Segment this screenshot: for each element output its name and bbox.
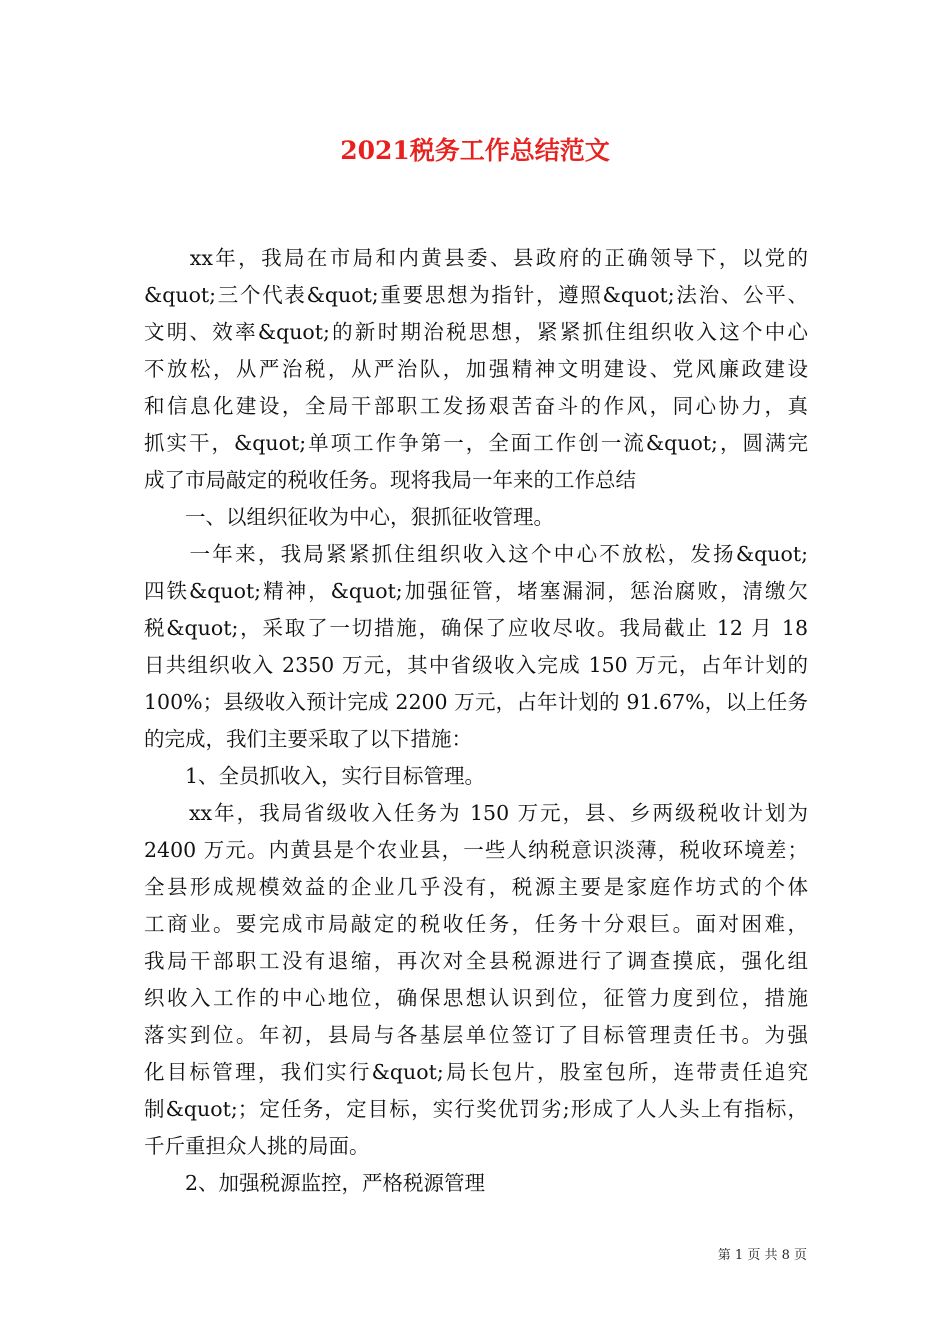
body-line: 织收入工作的中心地位，确保思想认识到位，征管力度到位，措施 (144, 986, 808, 1010)
body-line: 税&quot;，采取了一切措施，确保了应收尽收。我局截止 12 月 18 (144, 616, 808, 640)
body-line: 的完成，我们主要采取了以下措施： (144, 727, 472, 751)
body-line: 1、全员抓收入，实行目标管理。 (144, 764, 486, 788)
body-line: xx年，我局省级收入任务为 150 万元，县、乡两级税收计划为 (144, 801, 808, 825)
document-title: 2021税务工作总结范文 (340, 136, 610, 165)
body-line: 千斤重担众人挑的局面。 (144, 1134, 370, 1158)
body-line: 一年来，我局紧紧抓住组织收入这个中心不放松，发扬&quot; (144, 542, 808, 566)
body-line: 和信息化建设，全局干部职工发扬艰苦奋斗的作风，同心协力，真 (144, 394, 808, 418)
body-line: 工商业。要完成市局敲定的税收任务，任务十分艰巨。面对困难， (144, 912, 808, 936)
body-line: 化目标管理，我们实行&quot;局长包片，股室包所，连带责任追究 (144, 1060, 808, 1084)
body-line: 日共组织收入 2350 万元，其中省级收入完成 150 万元，占年计划的 (144, 653, 808, 677)
body-line: 四铁&quot;精神，&quot;加强征管，堵塞漏洞，惩治腐败，清缴欠 (144, 579, 808, 603)
body-line: 落实到位。年初，县局与各基层单位签订了目标管理责任书。为强 (144, 1023, 808, 1047)
body-line: &quot;三个代表&quot;重要思想为指针，遵照&quot;法治、公平、 (144, 283, 808, 307)
body-line: 抓实干，&quot;单项工作争第一，全面工作创一流&quot;，圆满完 (144, 431, 808, 455)
body-line: 一、以组织征收为中心，狠抓征收管理。 (144, 505, 554, 529)
body-line: 文明、效率&quot;的新时期治税思想，紧紧抓住组织收入这个中心 (144, 320, 808, 344)
body-line: 2400 万元。内黄县是个农业县，一些人纳税意识淡薄，税收环境差； (144, 838, 808, 862)
page-number: 第 1 页 共 8 页 (717, 1248, 807, 1263)
body-line: 全县形成规模效益的企业几乎没有，税源主要是家庭作坊式的个体 (144, 875, 808, 899)
body-line: 我局干部职工没有退缩，再次对全县税源进行了调查摸底，强化组 (144, 949, 808, 973)
body-line: 100%；县级收入预计完成 2200 万元，占年计划的 91.67%，以上任务 (144, 690, 808, 714)
body-line: 不放松，从严治税，从严治队，加强精神文明建设、党风廉政建设 (144, 357, 808, 381)
body-line: xx年，我局在市局和内黄县委、县政府的正确领导下，以党的 (144, 246, 808, 270)
body-line: 制&quot;；定任务，定目标，实行奖优罚劣;形成了人人头上有指标， (144, 1097, 808, 1121)
document-body (144, 240, 808, 1202)
body-line: 2、加强税源监控，严格税源管理 (144, 1171, 486, 1195)
body-line: 成了市局敲定的税收任务。现将我局一年来的工作总结 (144, 468, 636, 492)
